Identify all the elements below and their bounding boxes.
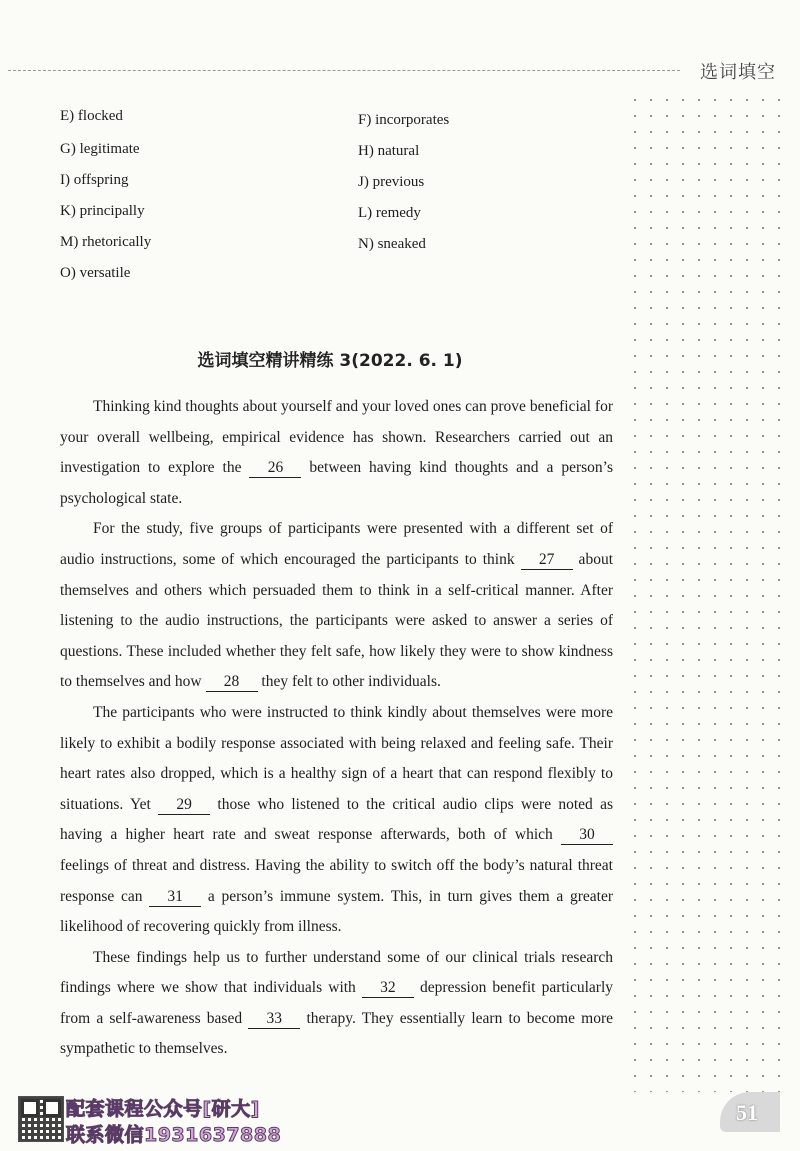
blank-26[interactable]: 26: [249, 459, 301, 478]
paragraph-1: Thinking kind thoughts about yourself and your loved ones can prove beneficial for your overall wellbeing, empirical evidence has shown. Researchers carried out an investigation to explore the 26 between having kind thoughts and a person’s psychological state.: [60, 398, 613, 507]
option-m: M) rhetorically: [60, 234, 152, 250]
blank-33[interactable]: 33: [248, 1010, 300, 1029]
dot-grid-margin: [627, 92, 785, 1092]
option-o: O) versatile: [60, 265, 131, 281]
blank-32[interactable]: 32: [362, 979, 414, 998]
blank-27[interactable]: 27: [521, 551, 573, 570]
header-rule: [8, 70, 680, 71]
option-k: K) principally: [60, 203, 145, 219]
option-j: J) previous: [358, 174, 425, 190]
blank-29[interactable]: 29: [158, 796, 210, 815]
exercise-title: 选词填空精讲精练 3(2022. 6. 1): [197, 351, 463, 371]
option-g: G) legitimate: [60, 141, 140, 157]
option-f: F) incorporates: [358, 112, 450, 128]
section-label: 选词填空: [700, 62, 776, 83]
option-h: H) natural: [358, 143, 420, 159]
passage: [60, 392, 613, 1065]
blank-28[interactable]: 28: [206, 673, 258, 692]
promo-line-2: 联系微信1931637888: [66, 1124, 282, 1146]
option-i: I) offspring: [60, 172, 129, 188]
paragraph-4: These findings help us to further understand some of our clinical trials research findings where we show that individuals with 32 depression benefit particularly from a self-awareness based 33 therapy. They essentially learn to become more sympathetic to themselves.: [60, 948, 614, 1058]
option-l: L) remedy: [358, 205, 421, 221]
qr-code-icon: [18, 1096, 64, 1142]
page-number: 51: [736, 1100, 758, 1125]
option-n: N) sneaked: [358, 236, 426, 252]
paragraph-2: For the study, five groups of participants were presented with a different set of audio instructions, some of which encouraged the participants to think 27 about themselves and others which persuaded them to think in a self-critical manner. After listening to the audio instructions, the participants were asked to answer a series of questions. These included whether they felt safe, how likely they were to show kindness to themselves and how 28 they felt to other individuals.: [60, 520, 613, 691]
blank-30[interactable]: 30: [561, 826, 613, 845]
option-e: E) flocked: [60, 108, 123, 124]
blank-31[interactable]: 31: [149, 888, 201, 907]
paragraph-3: The participants who were instructed to think kindly about themselves were more likely to exhibit a bodily response associated with being relaxed and feeling safe. Their heart rates also dropped, which is a healthy sign of a heart that can respond flexibly to situations. Yet 29 those who listened to the critical audio clips were noted as having a higher heart rate and sweat response afterwards, both of which 30 feelings of threat and distress. Having the ability to switch off the body’s natural threat response can 31 a person’s immune system. This, in turn gives them a greater likelihood of recovering quickly from illness.: [60, 703, 614, 936]
promo-line-1: 配套课程公众号[研大]: [66, 1098, 260, 1120]
